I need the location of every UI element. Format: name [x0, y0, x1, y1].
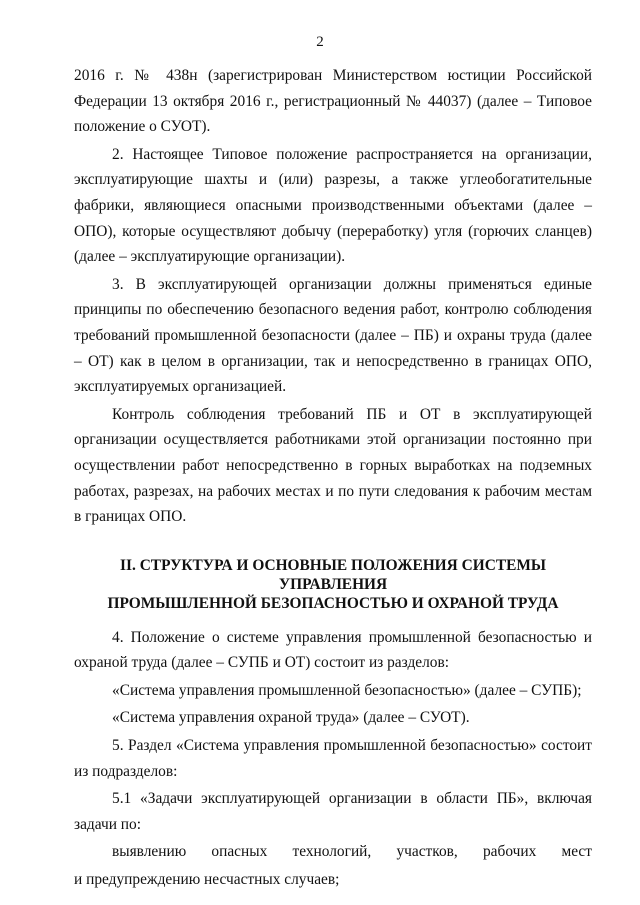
document-body — [74, 63, 592, 895]
section-heading — [74, 556, 592, 613]
section-heading-line-1: II. СТРУКТУРА И ОСНОВНЫЕ ПОЛОЖЕНИЯ СИСТЕМЫ УПРАВЛЕНИЯ — [120, 556, 546, 593]
paragraph-item-4: 4. Положение о системе управления промышленной безопасностью и охраной труда (далее – СУПБ и ОТ) состоит из разделов: — [74, 628, 592, 672]
paragraph-hazard-line-1: выявлению опасных технологий, участков, рабочих мест — [112, 843, 592, 861]
paragraph-continuation: 2016 г. № 438н (зарегистрирован Министерством юстиции Российской Федерации 13 октября 2016 г., регистрационный № 44037) (далее – Типовое положение о СУОТ). — [74, 67, 592, 136]
paragraph-item-3: 3. В эксплуатирующей организации должны применяться единые принципы по обеспечению безопасного ведения работ, контролю соблюдения требований промышленной безопасности (далее – ПБ) и охраны труда (далее – ОТ) как в целом в организации, так и непосредственно в границах ОПО, эксплуатируемых организацией. — [74, 275, 592, 396]
paragraph-suot: «Система управления охраной труда» (далее – СУОТ). — [112, 709, 470, 727]
paragraph-supb: «Система управления промышленной безопасностью» (далее – СУПБ); — [112, 681, 582, 699]
page-number: 2 — [316, 34, 324, 50]
paragraph-hazard-line-2: и предупреждению несчастных случаев; — [74, 871, 340, 889]
paragraph-item-2: 2. Настоящее Типовое положение распространяется на организации, эксплуатирующие шахты и (или) разрезы, а также углеобогатительные фабрики, являющиеся опасными производственными объектами (далее – ОПО), которые осуществляют добычу (переработку) угля (горючих сланцев) (далее – эксплуатирующие организации). — [74, 145, 592, 266]
paragraph-control: Контроль соблюдения требований ПБ и ОТ в эксплуатирующей организации осуществляется работниками этой организации постоянно при осуществлении работ непосредственно в горных выработках на подземных работах, разрезах, на рабочих местах и по пути следования к рабочим местам в границах ОПО. — [74, 405, 592, 526]
paragraph-item-5: 5. Раздел «Система управления промышленной безопасностью» состоит из подразделов: — [74, 737, 592, 780]
section-heading-line-2: ПРОМЫШЛЕННОЙ БЕЗОПАСНОСТЬЮ И ОХРАНОЙ ТРУДА — [107, 594, 559, 612]
paragraph-item-5-1: 5.1 «Задачи эксплуатирующей организации в области ПБ», включая задачи по: — [74, 790, 592, 833]
